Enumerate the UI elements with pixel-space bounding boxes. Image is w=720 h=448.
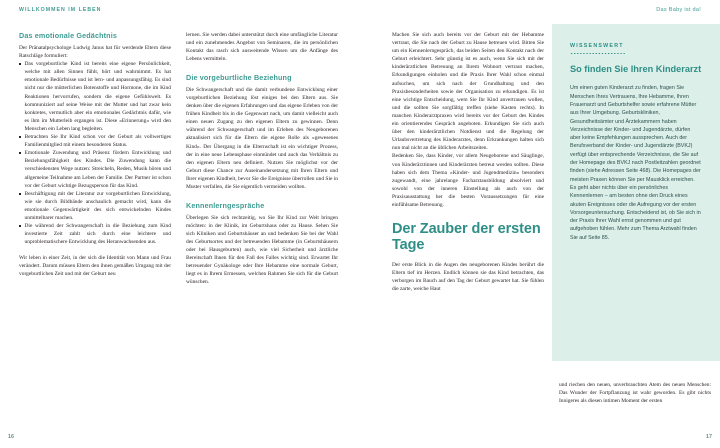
- info-box-heading: So finden Sie Ihren Kinderarzt: [570, 64, 702, 74]
- running-head-left: WILLKOMMEN IM LEBEN: [19, 7, 102, 13]
- column-two-continuation: lernen. Sie werden dabei unterstützt durch eine umfängliche Literatur und ein zunehmendes Angebot von Seminaren, die im persönlichen Kontakt das rasch sich ausweitende Wissen um die Anfänge des Lebens vermitteln.: [186, 32, 338, 63]
- column-three: [392, 31, 544, 293]
- list-item: Betrachten Sie Ihr Kind schon vor der Geburt als vollwertiges Familienmitglied mit einem besonderen Status.: [19, 133, 171, 149]
- page-gutter: [360, 0, 361, 448]
- list-item: Beschäftigung mit der Literatur zur vorgeburtlichen Entwicklung, wie sie durch Bildbände anschaulich gemacht wird, kann die emotionale Gegenwärtigkeit des sich entwickelnden Kindes unmittelbarer machen.: [19, 190, 171, 222]
- list-item: Die während der Schwangerschaft in die Beziehung zum Kind investierte Zeit zahlt sich durch eine leichtere und unproblematischere Entwicklung des Heranwachsenden aus.: [19, 222, 171, 246]
- column-two-paragraph-one: Die Schwangerschaft und die damit verbundene Entwicklung einer vorgeburtlichen Beziehung löst einiges bei den Eltern aus. Sie denken über die eigenen Erfahrungen und das eigene Erleben von der frühen Kindheit bis in die Gegenwart nach, um damit vielleicht auch einen neuen Zugang zu den eigenen Eltern zu gewinnen. Denn während der Schwangerschaft und im Erleben des Neugeborenen aktualisiert sich für die Eltern die eigene Rolle als »gewesenes Kind«. Der Übergang in die Elternschaft ist ein wichtiger Prozess, der in eine neue Lebensphase einmündet und auch das Verhältnis zu den eigenen Eltern neu definiert. Nutzen Sie möglichst vor der Geburt diese Chance zur Auseinandersetzung mit Ihren Eltern und Ihrer eigenen Kindheit, bevor Sie die Ereignisse überrollen und Sie in Muster verfallen, die Sie eigentlich vermeiden wollten.: [186, 86, 338, 190]
- column-one-intro: Der Pränatalpsychologe Ludwig Janus hat für werdende Eltern diese Ratschläge formuliert:: [19, 45, 171, 60]
- page-number-right: 17: [706, 434, 712, 440]
- heading-zauber-der-ersten-tage: Der Zauber der ersten Tage: [392, 221, 541, 254]
- column-one-closing: Wir leben in einer Zeit, in der sich die Identität von Mann und Frau verändert. Darum müssen Eltern den ihnen gemäßen Umgang mit der vorgeburtlichen Zeit und mit der Geburt neu: [19, 254, 171, 278]
- dotted-rule-divider: [570, 51, 626, 54]
- page-number-left: 16: [8, 434, 14, 440]
- running-head-right: Das Baby ist da!: [656, 7, 701, 13]
- list-item: Das vorgeburtliche Kind ist bereits eine eigene Persönlichkeit, welche mit allen Sinnen fühlt, hört und wahrnimmt. Es hat emotionale Bedürfnisse und ist lern- und anpassungsfähig. Es sind nicht nur die mütterlichen Botenstoffe und Hormone, die im Kind Reaktionen hervorrufen, sondern die eigene Gefühlswelt. Es kommuniziert auf seine Weise mit der Mutter und hat zwar kein konkretes, vermutlich aber ein emotionales Gedächtnis dafür, wie es ihm im Mutterleib ergangen ist. Diese »Erinnerung« wird den Menschen ein Leben lang begleiten.: [19, 60, 171, 133]
- column-two: [186, 31, 338, 286]
- list-item: Emotionale Zuwendung und Präsenz fördern Entwicklung und Beziehungsfähigkeit des Kindes. Die Zuwendung kann die verschiedensten Wege nutzen: Streicheln, Reden, Musik hören und allgemeine Teilnahme am Leben der Familie. Der Partner ist schon vor der Geburt wichtige Bezugsperson für das Kind.: [19, 149, 171, 189]
- column-three-paragraph-three: Der erste Blick in die Augen des neugeborenen Kindes berührt die Eltern tief im Herzen. Endlich können sie das Kind betrachten, das verborgen im Bauch auf den Tag der Geburt gewartet hat. Sie fühlen die zarte, weiche Haut: [392, 262, 544, 293]
- column-three-paragraph-one: Machen Sie sich auch bereits vor der Geburt mit der Hebamme vertraut, die Sie nach der Geburt zu Hause betreuen wird. Bitten Sie um ein Kennenlerngespräch, das beiden Seiten den Kontakt nach der Geburt erleichtert. Sehr günstig ist es auch, wenn Sie sich mit der kinderärztlichen Betreuung an Ihrem Wohnort vertraut machen, Erkundigungen einholen und die Praxis Ihrer Wahl schon einmal aufsuchen, um sich nach der Grundhaltung und den Praxisbesonderheiten sowie der Organisation zu erkundigen. Es ist eine wichtige Entscheidung, wem Sie Ihr Kind anvertrauen wollen, und die sollten Sie sorgfältig treffen (siehe Kasten rechts). In manchen Kinderarztpraxen wird bereits vor der Geburt des Kindes ein orientierendes Gespräch angeboten. Erkundigen Sie sich auch über den kinderärztlichen Notdienst und die Regelung der Urlaubsvertretung des Kinderarztes, denn Erkrankungen halten sich nun mal nicht an die üblichen Arbeitszeiten.: [392, 32, 544, 152]
- column-two-paragraph-two: Überlegen Sie sich rechtzeitig, wo Sie Ihr Kind zur Welt bringen möchten: in der Klinik, im Geburtshaus oder zu Hause. Sehen Sie sich Kliniken und Geburtshäuser an und bedenken Sie bei der Wahl des Geburtsortes und der betreuenden Hebamme (in Geburtshäusern oder bei Hausgeburten) auch, wie viel Sicherheit und ärztliche Bereitschaft Ihnen für den Fall des Falles wichtig sind. Erwartet Ihr betreuender Gynäkologe oder Ihre Hebamme eine normale Geburt, liegt es in Ihrem Ermessen, welchen Rahmen Sie sich für die Geburt wünschen.: [186, 214, 338, 286]
- column-four: [559, 381, 711, 405]
- info-box-kicker: WISSENSWERT: [570, 43, 624, 49]
- info-box-body: Um einen guten Kinderarzt zu finden, fragen Sie Menschen Ihres Vertrauens, Ihre Hebamme, Ihren Frauenarzt und Geburtshelfer sowie erfahrene Mütter aus Ihrer Umgebung. Geburtskliniken, Gesundheitsämter und Ärztekammern haben Verzeichnisse der Kinder- und Jugendärzte, dürfen aber keine Empfehlungen aussprechen. Auch der Berufsverband der Kinder- und Jugendärzte (BVKJ) verfügt über entsprechende Verzeichnisse, die Sie auf der Homepage des BVKJ nach Postleitzahlen geordnet finden (siehe Adressen Seite 468). Die Homepages der meisten Praxen können Sie per Mausklick erreichen. Es geht aber nichts über ein persönliches Kennenlernen – am besten ohne den Druck eines akuten Ereignisses oder die Aufregung vor der ersten Vorsorgeuntersuchung. Entscheidend ist, ob Sie sich in der Praxis Ihrer Wahl ernst genommen und gut aufgehoben fühlen. Mehr zum Thema Arztwahl finden Sie auf Seite 85.: [570, 85, 701, 241]
- column-three-paragraph-two: Bedenken Sie, dass Kinder, vor allem Neugeborene und Säuglinge, von Kinderärztinnen und Kinderärzten betreut werden sollten. Diese haben sich dem Thema »Kinder- und Jugendmedizin« besonders zugewandt, eine jahrelange Facharztausbildung absolviert und sowohl von der inneren Einstellung als auch von der Praxisausstattung her die besten Voraussetzungen für eine einfühlsame Betreuung.: [392, 153, 544, 208]
- info-box-wissenswert: [552, 24, 720, 361]
- heading-vorgeburtliche-beziehung: Die vorgeburtliche Beziehung: [186, 72, 292, 82]
- heading-kennenlerngespraeche: Kennenlerngespräche: [186, 200, 265, 210]
- column-one: [19, 31, 171, 278]
- column-one-bullet-list: [19, 60, 171, 246]
- column-four-paragraph-one: und riechen den neuen, unverbrauchten Atem des neuen Menschen: Das Wunder der Fortpflanzung ist wahr geworden. Es gibt nichts Innigeres als diesen intimen Moment der ersten: [559, 381, 711, 404]
- heading-emotionales-gedaechtnis: Das emotionale Gedächtnis: [19, 31, 118, 40]
